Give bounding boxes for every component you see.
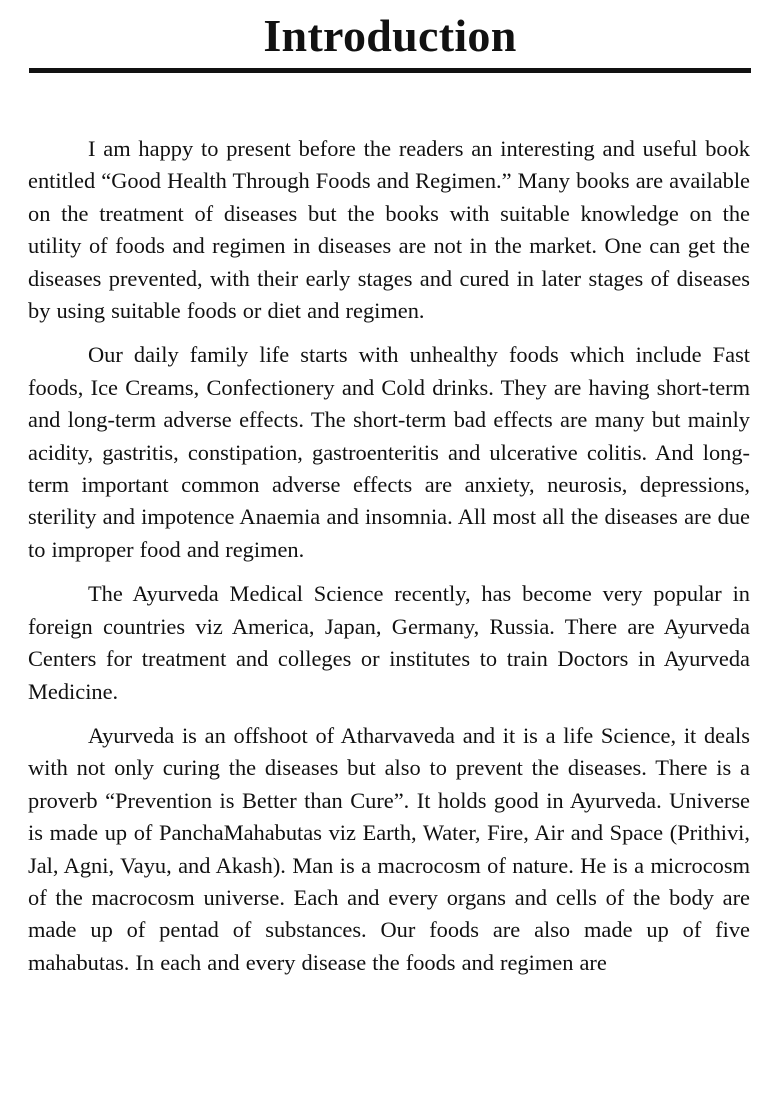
paragraph-2: Our daily family life starts with unhealthy foods which include Fast foods, Ice Creams, Confectionery and Cold drinks. They are having short-term and long-term adverse effects. The short-term bad effects are many but mainly acidity, gastritis, constipation, gastroenteritis and ulcerative colitis. And long-term important common adverse effects are anxiety, neurosis, depressions, sterility and impotence Anaemia and insomnia. All most all the diseases are due to improper food and regimen. (28, 342, 750, 562)
paragraph-1: I am happy to present before the readers an interesting and useful book entitled “Good Health Through Foods and Regimen.” Many books are available on the treatment of diseases but the books with suitable knowledge on the utility of foods and regimen in diseases are not in the market. One can get the diseases prevented, with their early stages and cured in later stages of diseases by using suitable foods or diet and regimen. (28, 136, 750, 324)
title-underline (29, 68, 751, 73)
paragraph-4: Ayurveda is an offshoot of Atharvaveda and it is a life Science, it deals with not only curing the diseases but also to prevent the diseases. There is a proverb “Prevention is Better than Cure”. It holds good in Ayurveda. Universe is made up of PanchaMahabutas viz Earth, Water, Fire, Air and Space (Prithivi, Jal, Agni, Vayu, and Akash). Man is a macrocosm of nature. He is a microcosm of the macrocosm universe. Each and every organs and cells of the body are made up of pentad of substances. Our foods are also made up of five mahabutas. In each and every disease the foods and regimen are (28, 722, 750, 975)
paragraph-3: The Ayurveda Medical Science recently, has become very popular in foreign countries viz America, Japan, Germany, Russia. There are Ayurveda Centers for treatment and colleges or institutes to train Doctors in Ayurveda Medicine. (28, 581, 750, 704)
page-title: Introduction (263, 10, 517, 61)
body-text (28, 133, 750, 979)
